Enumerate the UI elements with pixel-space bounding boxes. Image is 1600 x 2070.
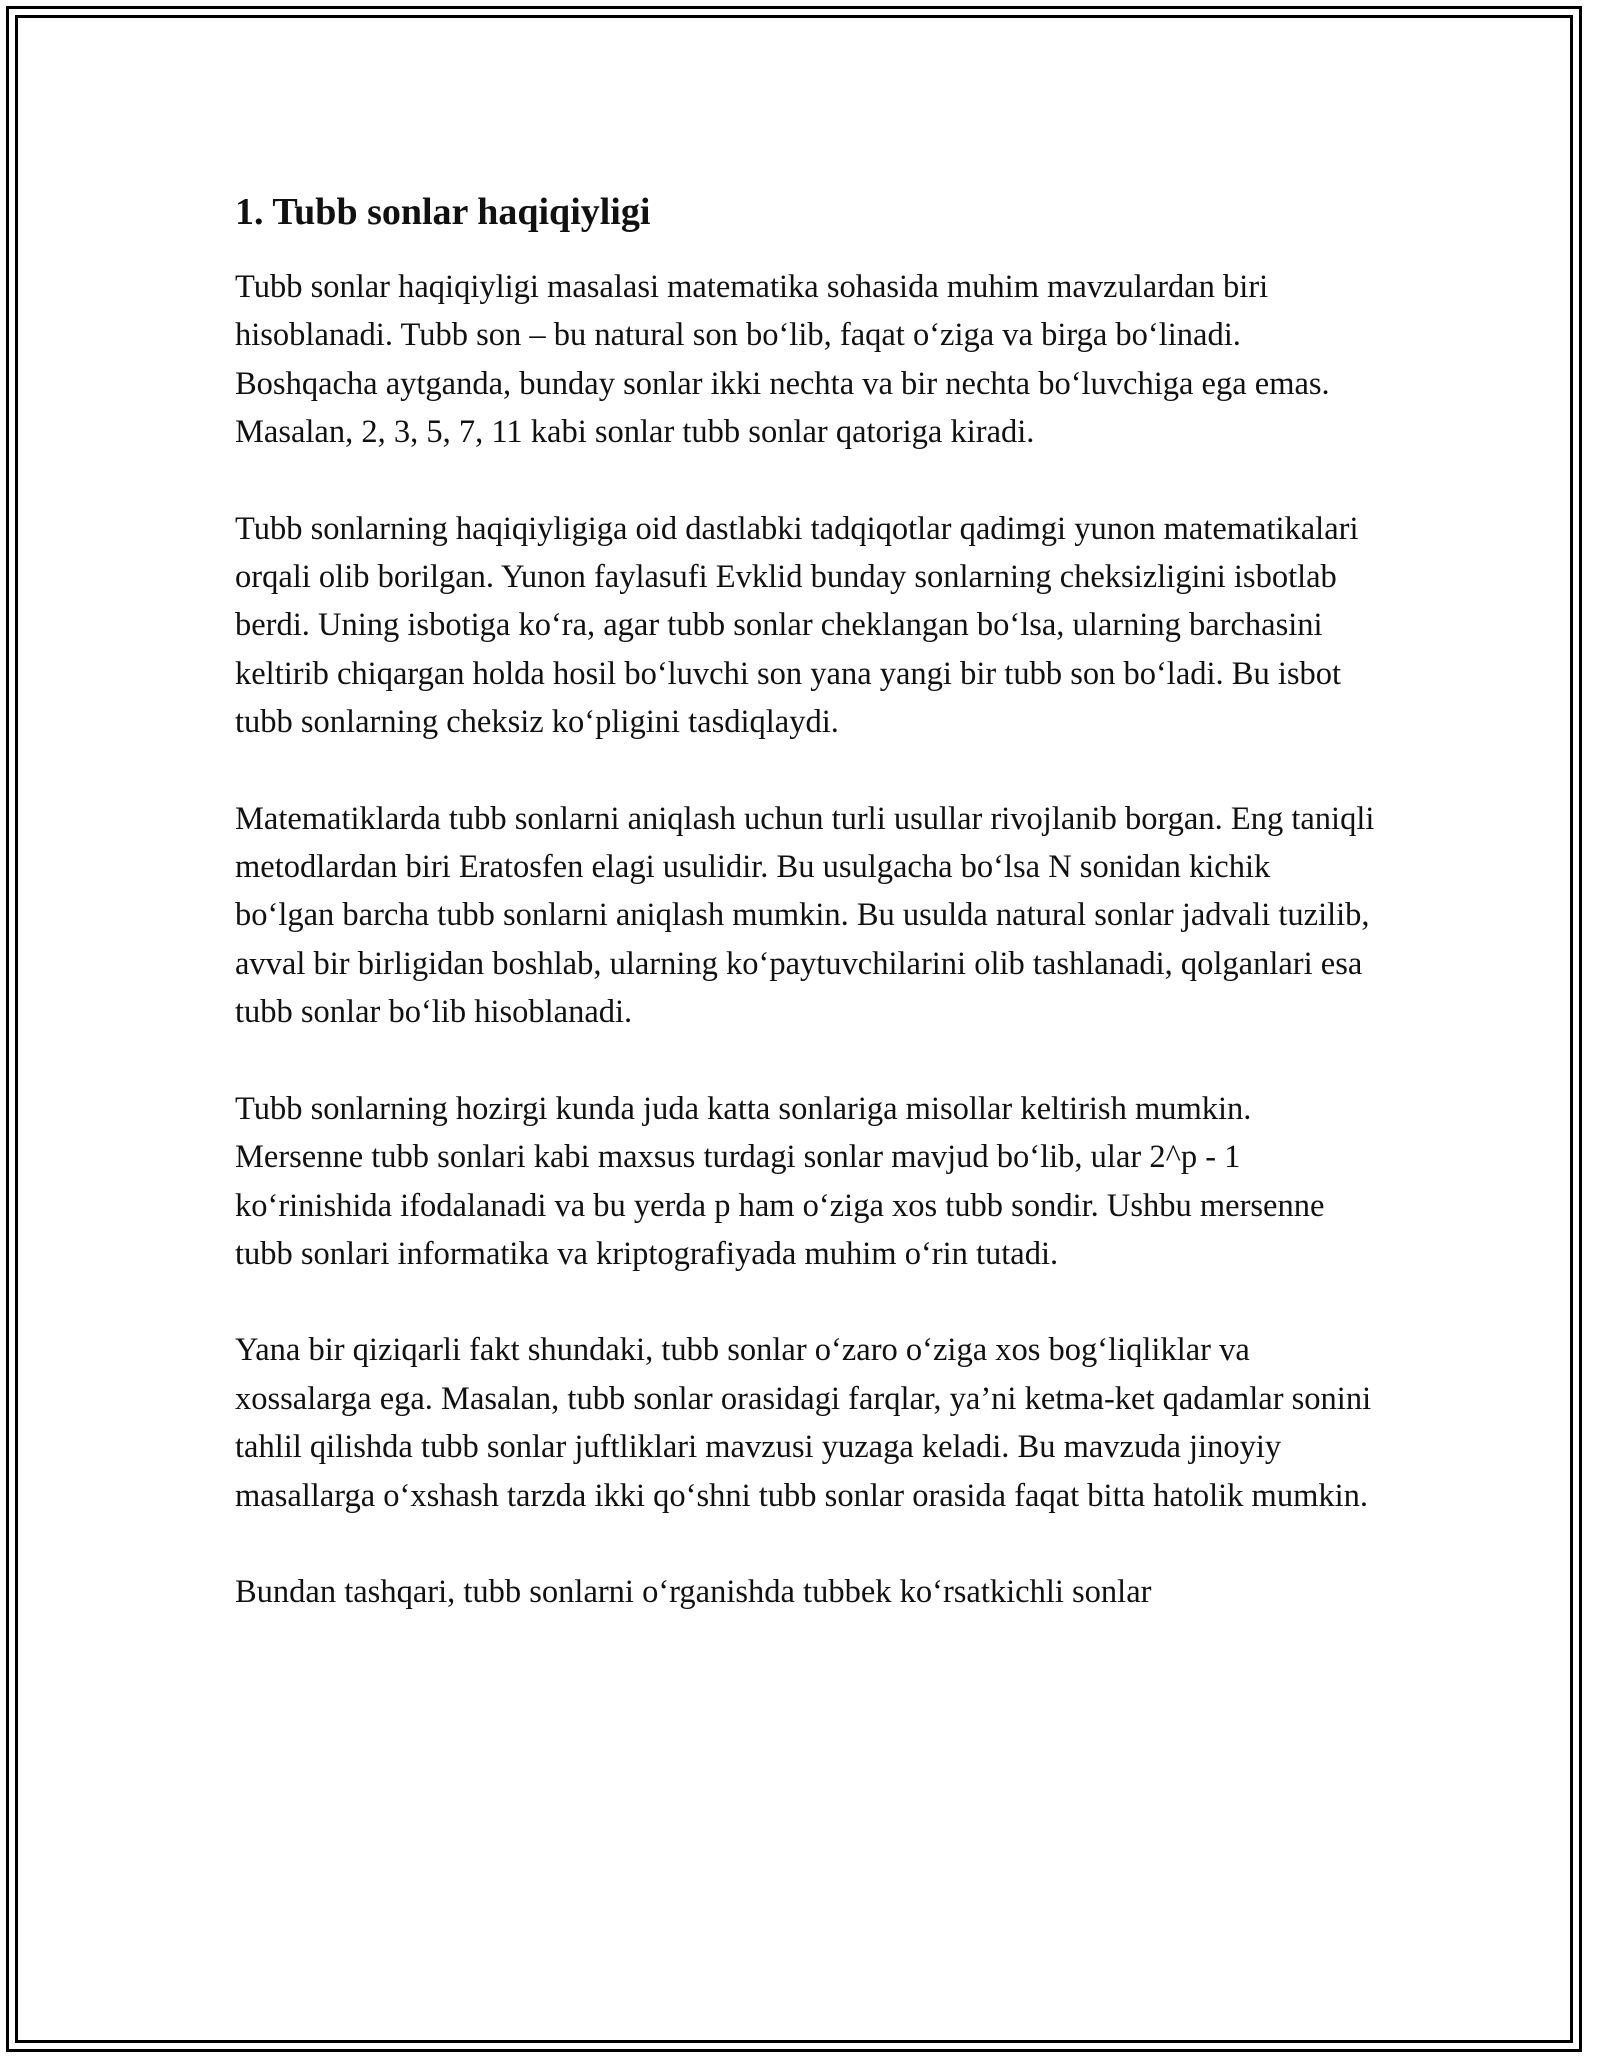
paragraph-6: Bundan tashqari, tubb sonlarni o‘rganishda tubbek ko‘rsatkichli sonlar — [235, 1573, 1152, 1610]
paragraph-5: Yana bir qiziqarli fakt shundaki, tubb sonlar o‘zaro o‘ziga xos bog‘liqliklar va xossalarga ega. Masalan, tubb sonlar orasidagi farqlar, ya’ni ketma-ket qadamlar sonini tahlil qilishda tubb sonlar juftliklari mavzusi yuzaga keladi. Bu mavzuda jinoyiy masallarga o‘xshash tarzda ikki qo‘shni tubb sonlar orasida faqat bitta hatolik mumkin. — [235, 1332, 1372, 1514]
paragraph-3: Matematiklarda tubb sonlarni aniqlash uchun turli usullar rivojlanib borgan. Eng taniqli metodlardan biri Eratosfen elagi usulidir. Bu usulgacha bo‘lsa N sonidan kichik bo‘lgan barcha tubb sonlarni aniqlash mumkin. Bu usulda natural sonlar jadvali tuzilib, avval bir birligidan boshlab, ularning ko‘paytuvchilarini olib tashlanadi, qolganlari esa tubb sonlar bo‘lib hisoblanadi. — [235, 800, 1375, 1031]
paragraph-1: Tubb sonlar haqiqiyligi masalasi matematika sohasida muhim mavzulardan biri hisoblanadi. Tubb son – bu natural son bo‘lib, faqat o‘ziga va birga bo‘linadi. Boshqacha aytganda, bunday sonlar ikki nechta va bir nechta bo‘luvchiga ega emas. Masalan, 2, 3, 5, 7, 11 kabi sonlar tubb sonlar qatoriga kiradi. — [235, 269, 1330, 451]
document-body — [235, 187, 1375, 1664]
section-heading: 1. Tubb sonlar haqiqiyligi — [235, 191, 651, 233]
paragraph-4: Tubb sonlarning hozirgi kunda juda katta sonlariga misollar keltirish mumkin. Mersenne tubb sonlari kabi maxsus turdagi sonlar mavjud bo‘lib, ular 2^p - 1 ko‘rinishida ifodalanadi va bu yerda p ham o‘ziga xos tubb sondir. Ushbu mersenne tubb sonlari informatika va kriptografiyada muhim o‘rin tutadi. — [235, 1090, 1325, 1272]
paragraph-2: Tubb sonlarning haqiqiyligiga oid dastlabki tadqiqotlar qadimgi yunon matematikalari orqali olib borilgan. Yunon faylasufi Evklid bunday sonlarning cheksizligini isbotlab berdi. Uning isbotiga ko‘ra, agar tubb sonlar cheklangan bo‘lsa, ularning barchasini keltirib chiqargan holda hosil bo‘luvchi son yana yangi bir tubb son bo‘ladi. Bu isbot tubb sonlarning cheksiz ko‘pligini tasdiqlaydi. — [235, 510, 1359, 741]
